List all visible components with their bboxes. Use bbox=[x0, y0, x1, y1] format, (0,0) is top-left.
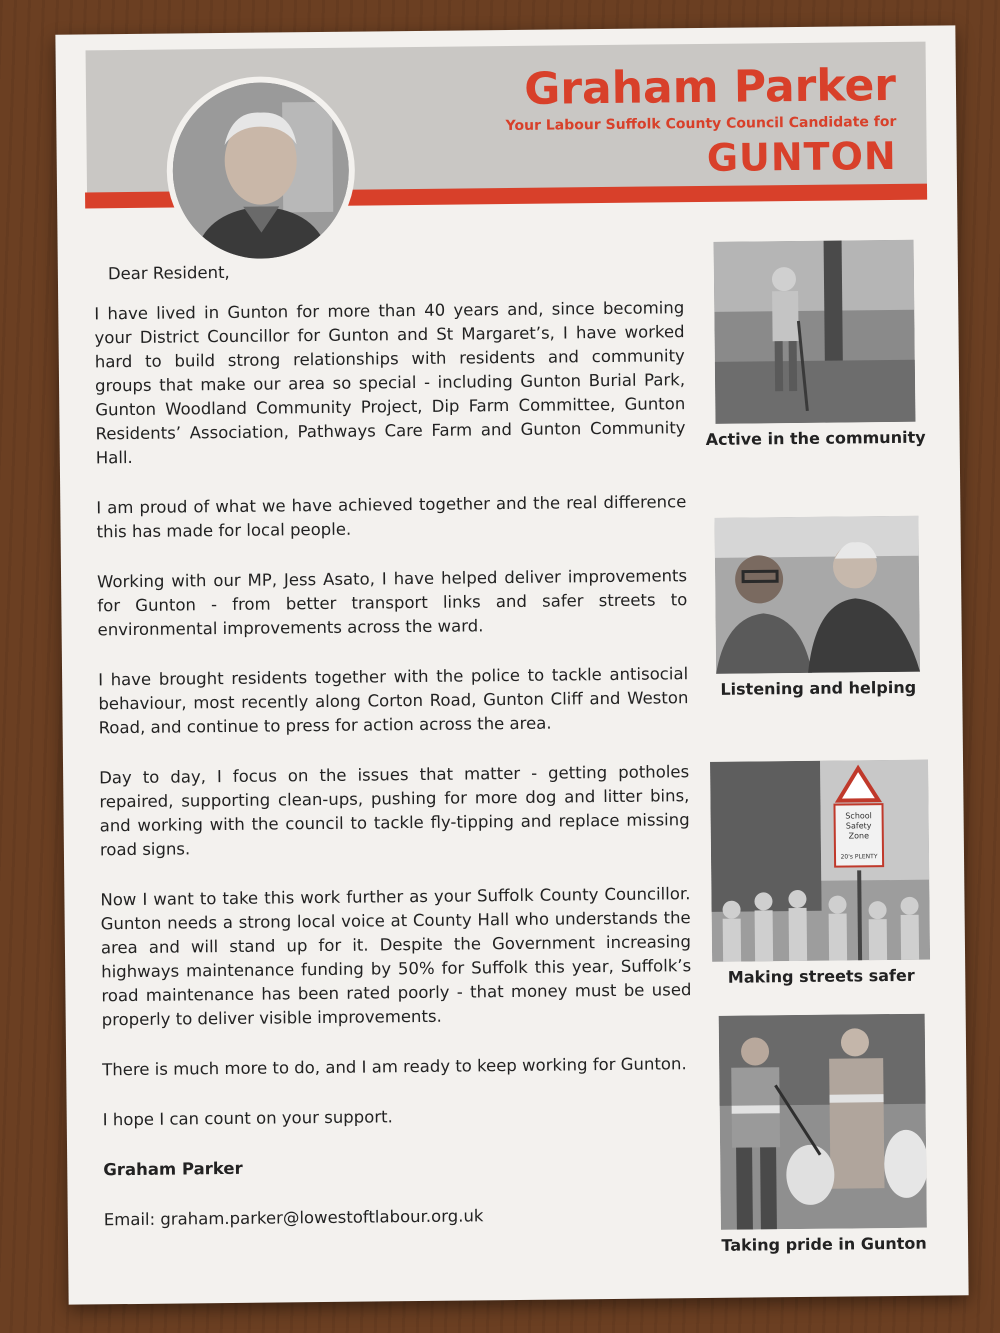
letter-paragraph: Working with our MP, Jess Asato, I have helped deliver improvements for Gunton - from better transport links and safer streets to environmental improvements across the ward. bbox=[97, 566, 688, 640]
candidate-subtitle: Your Labour Suffolk County Council Candidate for bbox=[505, 113, 897, 135]
sign-text: Zone bbox=[848, 831, 870, 841]
photo-caption: Making streets safer bbox=[727, 965, 915, 987]
photo-card-listening bbox=[696, 516, 938, 700]
letter-paragraph: Now I want to take this work further as your Suffolk County Councillor. Gunton needs a strong local voice at County Hall who understands the area and will stand up for it. Despite the Government increasing highways maintenance funding by 50% for Suffolk this year, Suffolk’s road maintenance has been rated poorly - that money must be used properly to deliver visible improvements. bbox=[100, 884, 692, 1030]
photo-caption: Active in the community bbox=[705, 427, 926, 449]
photo-listening bbox=[714, 516, 920, 674]
signoff-email: Email: graham.parker@lowestoftlabour.org.uk bbox=[103, 1206, 484, 1230]
letter-paragraph: There is much more to do, and I am ready to keep working for Gunton. bbox=[102, 1054, 687, 1080]
leaflet bbox=[55, 25, 968, 1304]
letter-body bbox=[94, 256, 694, 1258]
photo-card-pride bbox=[702, 1014, 944, 1256]
photo-streets bbox=[710, 760, 930, 962]
letter-paragraph: I am proud of what we have achieved together and the real difference this has made for local people. bbox=[96, 492, 687, 542]
letter-paragraph: I hope I can count on your support. bbox=[102, 1107, 393, 1130]
letter-paragraph: I have brought residents together with the police to tackle antisocial behaviour, most recently along Corton Road, Gunton Cliff and Weston Road, and continue to press for action across the area. bbox=[98, 664, 689, 738]
photo-caption: Listening and helping bbox=[720, 677, 917, 699]
letter-greeting: Dear Resident, bbox=[107, 262, 230, 284]
candidate-name: Graham Parker bbox=[523, 59, 897, 115]
photo-caption: Taking pride in Gunton bbox=[721, 1233, 927, 1255]
letter-paragraph: I have lived in Gunton for more than 40 years and, since becoming your District Councillor for Gunton and St Margaret’s, I have worked hard to build strong relationships with residents and community groups that make our area so special - including Gunton Burial Park, Gunton Woodland Community Project, Dip Farm Committee, Gunton Residents’ Association, Pathways Care Farm and Gunton Community Hall. bbox=[94, 298, 686, 468]
photo-pride bbox=[719, 1014, 927, 1230]
photo-column bbox=[694, 240, 934, 1255]
candidate-portrait bbox=[166, 76, 356, 266]
photo-card-community bbox=[694, 240, 936, 450]
photo-community bbox=[714, 240, 916, 424]
photo-card-streets bbox=[699, 760, 941, 988]
sign-text: Safety bbox=[845, 821, 872, 831]
sign-text: 20's PLENTY bbox=[840, 853, 878, 861]
sign-text: School bbox=[845, 811, 872, 821]
letter-paragraph: Day to day, I focus on the issues that matter - getting potholes repaired, supporting clean-ups, pushing for more dog and litter bins, and working with the council to tackle fly-tipping and replace missing road signs. bbox=[99, 762, 690, 860]
signoff-name: Graham Parker bbox=[103, 1158, 243, 1180]
ward-name: GUNTON bbox=[706, 133, 897, 180]
